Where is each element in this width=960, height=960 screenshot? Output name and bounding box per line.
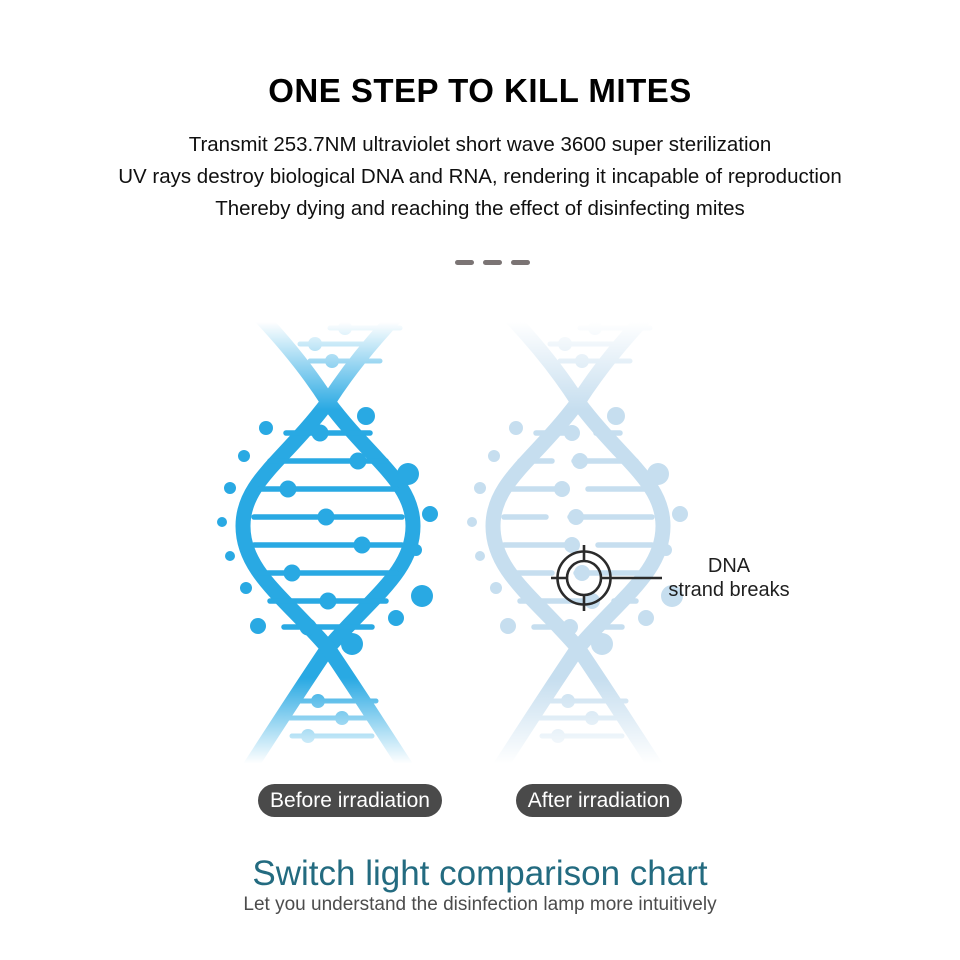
crosshair-target-icon [539, 533, 669, 625]
divider-dashes [12, 260, 960, 265]
divider-dash [455, 260, 474, 265]
divider-dash [511, 260, 530, 265]
divider-dash [483, 260, 502, 265]
after-irradiation-button[interactable]: After irradiation [516, 784, 682, 817]
before-irradiation-button[interactable]: Before irradiation [258, 784, 442, 817]
description-line-1: Transmit 253.7NM ultraviolet short wave 3600 super sterilization [188, 133, 772, 156]
annotation-line-2: strand breaks [668, 579, 790, 601]
dna-helix-before-icon [208, 310, 448, 775]
footer-subheading: Let you understand the disinfection lamp more intuitively [243, 894, 717, 915]
description-block [0, 129, 960, 225]
description-line-2: UV rays destroy biological DNA and RNA, rendering it incapable of reproduction [118, 165, 842, 188]
description-line-3: Thereby dying and reaching the effect of disinfecting mites [215, 197, 745, 220]
annotation-line-1: DNA [707, 555, 751, 577]
page-title: ONE STEP TO KILL MITES [268, 72, 692, 109]
dna-strand-breaks-label [659, 554, 799, 602]
footer-heading: Switch light comparison chart [252, 854, 708, 893]
